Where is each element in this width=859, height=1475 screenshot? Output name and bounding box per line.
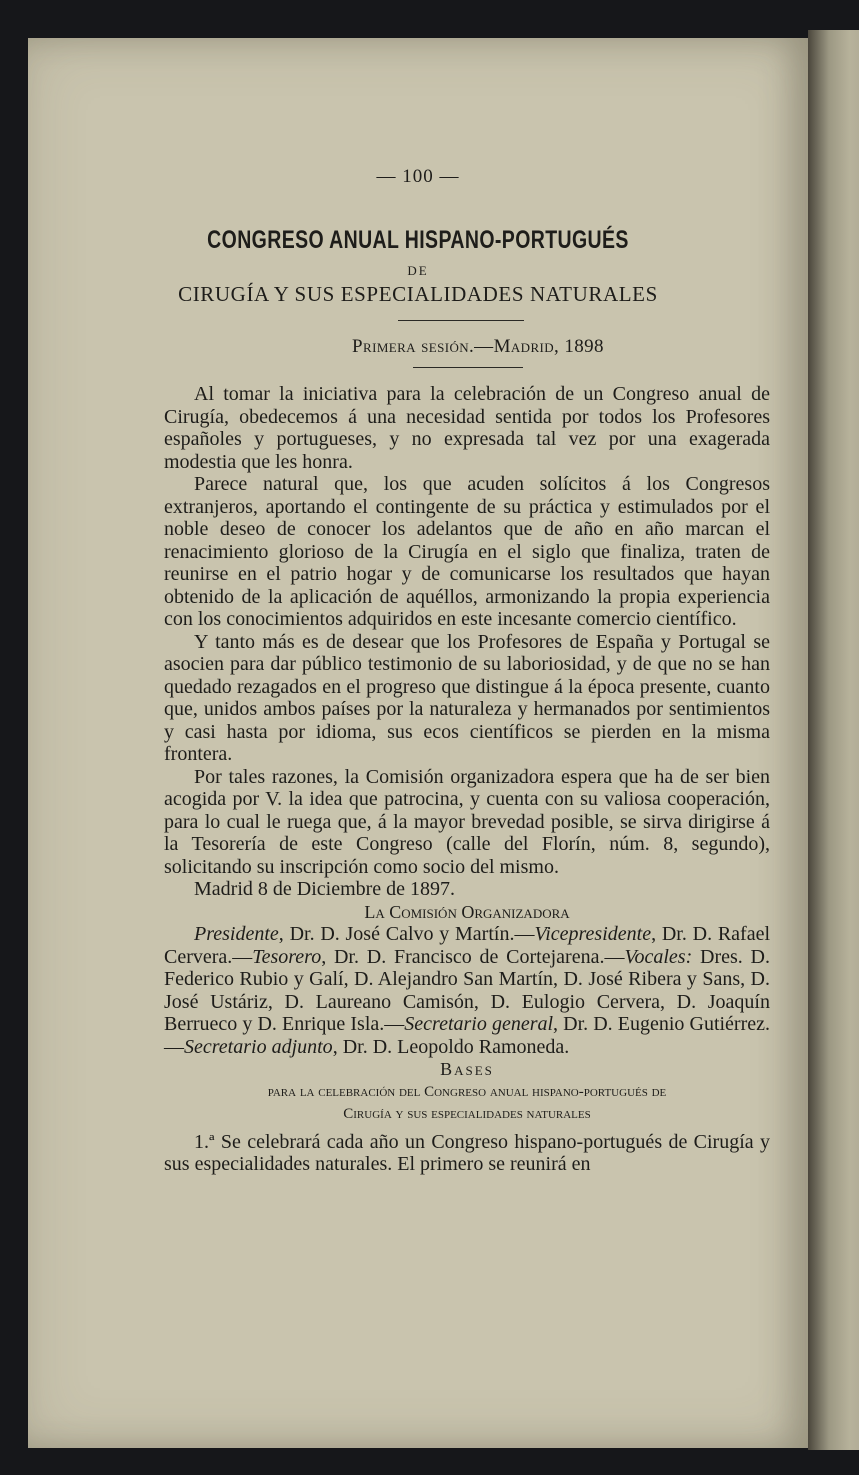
bases-subtitle: Cirugía y sus especialidades naturales	[343, 1105, 591, 1122]
paragraph: Y tanto más es de desear que los Profesores de España y Portugal se asocien para dar público testimonio de su laboriosidad, y de que no se han quedado rezagados en el progreso que distingue á la época presente, cuanto que, unidos ambos países por la naturaleza y hermanados por sentimientos y casi hasta por idioma, sus ecos científicos se pierden en la misma frontera.	[164, 630, 770, 765]
adjacent-page-edge	[808, 30, 859, 1450]
bases-item: 1.ª Se celebrará cada año un Congreso hispano-portugués de Cirugía y sus especialidades naturales. El primero se reunirá en	[164, 1130, 770, 1175]
page-number: — 100 —	[376, 166, 460, 187]
member-role: Secretario adjunto	[184, 1035, 333, 1058]
bases-subtitle: para la celebración del Congreso anual hispano-portugués de	[267, 1083, 667, 1100]
commission-members: Presidente, Dr. D. José Calvo y Martín.—Vicepresidente, Dr. D. Rafael Cervera.—Tesorero, Dr. D. Francisco de Cortejarena.—Vocales: Dres. D. Federico Rubio y Galí, D. Alejandro San Martín, D. José Ribera y Sans, D. José Ustáriz, D. Laureano Camisón, D. Eulogio Cervera, D. Joaquín Berrueco y D. Enrique Isla.—Secretario general, Dr. D. Eugenio Gutiérrez.—Secretario adjunto, Dr. D. Leopoldo Ramoneda.	[164, 923, 771, 1058]
member-name: Dr. D. Eugenio Gutiérrez.—	[164, 1013, 771, 1058]
paragraph: Al tomar la iniciativa para la celebración de un Congreso anual de Cirugía, obedecemos á una necesidad sentida por todos los Profesores españoles y portugueses, y no expresada tal vez por una exagerada modestia que les honra.	[164, 383, 770, 473]
member-name: Dr. D. Rafael Cervera.—	[164, 923, 771, 968]
date-line: Madrid 8 de Diciembre de 1897.	[194, 878, 456, 900]
member-role: Secretario general	[404, 1013, 554, 1035]
member-name: Dr. D. Francisco de Cortejarena.—	[333, 945, 625, 968]
bases-heading: Bases	[440, 1059, 494, 1079]
paragraph: Por tales razones, la Comisión organizadora espera que ha de ser bien acogida por V. la idea que patrocina, y cuenta con su valiosa cooperación, para lo cual le ruega que, á la mayor brevedad posible, se sirva dirigirse á la Tesorería de este Congreso (calle del Florín, núm. 8, segundo), solicitando su inscripción como socio del mismo.	[164, 765, 770, 878]
document-title: CONGRESO ANUAL HISPANO-PORTUGUÉS	[207, 226, 629, 254]
paragraph: Parece natural que, los que acuden solícitos á los Congresos extranjeros, aportando el contingente de su práctica y estimulados por el noble deseo de conocer los adelantos que de año en año marcan el renacimiento glorioso de la Cirugía en el siglo que finaliza, traten de reunirse en el patrio hogar y de comunicarse los resultados que hayan obtenido de la aplicación de aquéllos, armonizando la propia experiencia con los conocimientos adquiridos en este incesante comercio científico.	[164, 473, 770, 630]
title-rule	[398, 320, 524, 321]
member-role: Presidente	[194, 923, 279, 945]
session-line: Primera sesión.—Madrid, 1898	[352, 336, 604, 357]
member-name: Dr. D. Leopoldo Ramoneda.	[342, 1035, 570, 1058]
session-rule	[413, 367, 523, 368]
body-text	[164, 383, 770, 1176]
commission-heading: La Comisión Organizadora	[364, 901, 570, 922]
title-connector: DE	[407, 263, 429, 278]
member-name: Dr. D. José Calvo y Martín.—	[289, 923, 535, 945]
member-role: Vocales:	[624, 945, 693, 968]
document-subtitle: CIRUGÍA Y SUS ESPECIALIDADES NATURALES	[178, 282, 658, 306]
member-role: Vicepresidente	[534, 923, 652, 945]
member-role: Tesorero	[252, 945, 322, 968]
document-page	[28, 38, 808, 1448]
member-name: Dres. D. Federico Rubio y Galí, D. Alejandro San Martín, D. José Ribera y Sans, D. José Ustáriz, D. Laureano Camisón, D. Eulogio Cervera, D. Joaquín Berrueco y D. Enrique Isla.—	[164, 945, 771, 1035]
